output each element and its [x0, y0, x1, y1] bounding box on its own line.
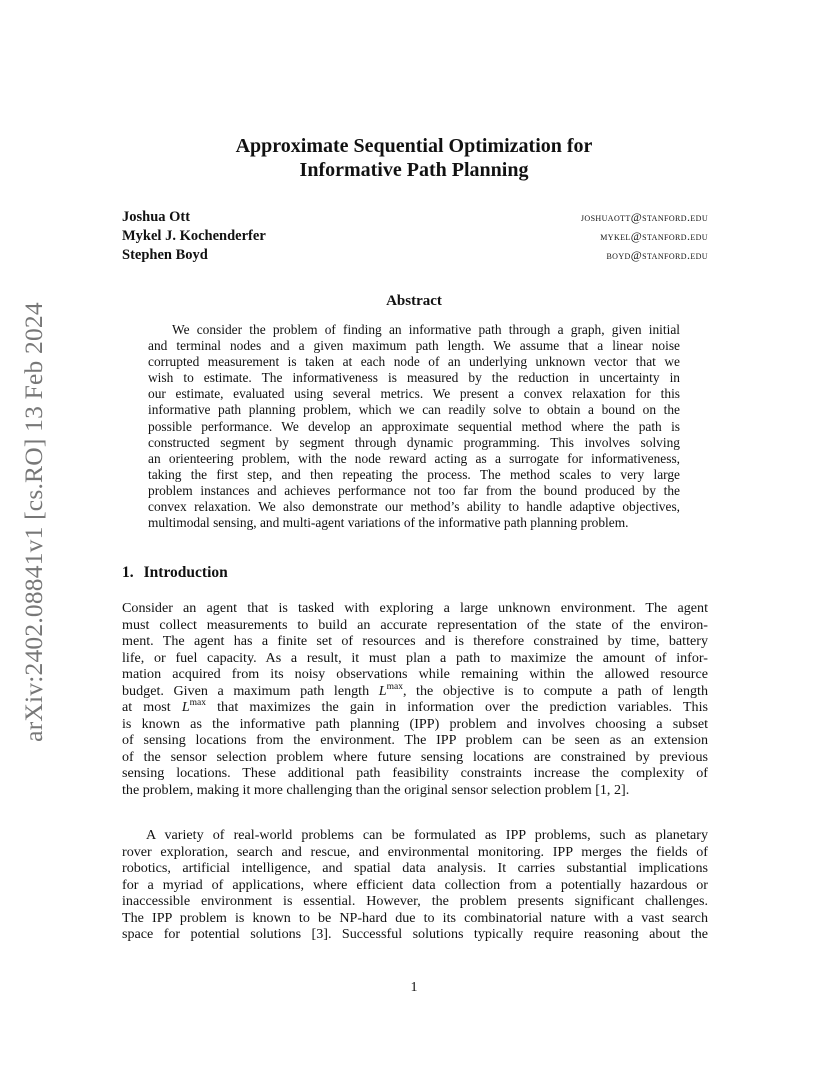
math-superscript-max: max: [386, 681, 403, 692]
paragraph-line: [122, 683, 708, 700]
text-run: budget. Given a maximum path length: [122, 682, 379, 699]
paragraph-line: must collect measurements to build an accurate representation of the state of the environ-: [122, 616, 708, 633]
paper-title-line-1: Approximate Sequential Optimization for: [235, 135, 593, 157]
abstract-line: corrupted measurement is taken at each node of an underlying unknown vector that we: [148, 354, 680, 370]
paper-title: [0, 134, 828, 182]
abstract-line: convex relaxation. We also demonstrate our method’s ability to handle adaptive objectives,: [148, 499, 680, 515]
paper-title-line-2: Informative Path Planning: [299, 159, 529, 181]
math-superscript-max: max: [189, 698, 207, 709]
abstract-line: multimodal sensing, and multi-agent variations of the informative path planning problem.: [148, 515, 629, 531]
author-email[interactable]: joshuaott@stanford.edu: [580, 210, 708, 224]
author-name: Mykel J. Kochenderfer: [122, 228, 266, 244]
author-name: Joshua Ott: [122, 209, 191, 225]
arxiv-identifier-stamp: arXiv:2402.08841v1 [cs.RO] 13 Feb 2024: [19, 302, 48, 742]
abstract-line: informative path planning problem, which we can readily solve to obtain a bound on the: [148, 402, 680, 418]
paragraph-line: A variety of real-world problems can be formulated as IPP problems, such as planetary: [146, 827, 708, 843]
math-symbol-l: L: [181, 699, 190, 716]
section-title: Introduction: [143, 564, 228, 581]
abstract-line: wish to estimate. The informativeness is measured by the reduction in uncertainty in: [148, 370, 680, 386]
paragraph-line: The IPP problem is known to be NP-hard due to its combinatorial nature with a vast search: [122, 909, 708, 926]
paragraph-line: life, or fuel capacity. As a result, it must plan a path to maximize the amount of infor-: [122, 649, 708, 666]
introduction-paragraph-2: [122, 827, 708, 943]
paragraph-line: space for potential solutions [3]. Successful solutions typically require reasoning about the: [122, 926, 708, 943]
paragraph-line: robotics, artificial intelligence, and spatial data analysis. It carries substantial implications: [122, 860, 708, 877]
author-block: [122, 208, 708, 265]
section-number: 1.: [122, 564, 134, 581]
author-row: [122, 208, 708, 227]
paragraph-line: [122, 699, 708, 716]
paragraph-line: is known as the informative path planning (IPP) problem and involves choosing a subset: [122, 715, 708, 732]
paragraph-line: the problem, making it more challenging than the original sensor selection problem [1, 2].: [122, 782, 630, 799]
text-run: at most: [122, 699, 182, 716]
paragraph-line: for a myriad of applications, where efficient data collection from a potentially hazardous or: [122, 876, 708, 893]
text-run: , the objective is to compute a path of length: [402, 682, 708, 699]
introduction-paragraph-1: [122, 600, 708, 799]
author-name: Stephen Boyd: [122, 247, 208, 263]
abstract-line: taking the first step, and then repeating the process. The method scales to very large: [148, 466, 680, 482]
paragraph-line: of the sensor selection problem where future sensing locations are constrained by previous: [122, 748, 708, 765]
paragraph-line: sensing locations. These additional path feasibility constraints increase the complexity of: [122, 765, 708, 782]
abstract-line: We consider the problem of finding an informative path through a graph, given initial: [172, 322, 680, 337]
author-row: [122, 227, 708, 246]
page-number: 1: [410, 980, 418, 995]
paragraph-line: mation acquired from its noisy observations while remaining within the allowed resource: [122, 666, 708, 683]
abstract-line: constructed segment by segment through dynamic programming. This involves solving: [148, 434, 680, 450]
paragraph-line: rover exploration, search and rescue, and environmental monitoring. IPP merges the fields of: [122, 843, 708, 860]
text-run: that maximizes the gain in information over the prediction variables. This: [206, 699, 708, 716]
abstract-line: problem instances and achieves performance not too far from the bound produced by the: [148, 482, 680, 498]
paragraph-line: inaccessible environment is essential. However, the problem presents significant challenges.: [122, 893, 708, 910]
author-email[interactable]: mykel@stanford.edu: [600, 229, 708, 243]
abstract-heading: Abstract: [386, 293, 442, 309]
math-symbol-l: L: [378, 682, 387, 699]
section-heading-introduction: [122, 564, 228, 582]
abstract-line: and terminal nodes and a given maximum path length. We assume that a linear noise: [148, 338, 680, 354]
abstract-body: [148, 322, 680, 531]
abstract-line: possible performance. We develop an approximate sequential method where the path is: [148, 418, 680, 434]
abstract-line: our estimate, evaluated using several metrics. We present a convex relaxation for this: [148, 386, 680, 402]
author-row: [122, 246, 708, 265]
author-email[interactable]: boyd@stanford.edu: [606, 248, 708, 262]
paragraph-line: ment. The agent has a finite set of resources and is therefore constrained by time, battery: [122, 633, 708, 650]
abstract-line: an orienteering problem, with the node reward acting as a surrogate for informativeness,: [148, 450, 680, 466]
paragraph-line: Consider an agent that is tasked with exploring a large unknown environment. The agent: [122, 600, 708, 616]
paragraph-line: of sensing locations from the environment. The IPP problem can be seen as an extension: [122, 732, 708, 749]
